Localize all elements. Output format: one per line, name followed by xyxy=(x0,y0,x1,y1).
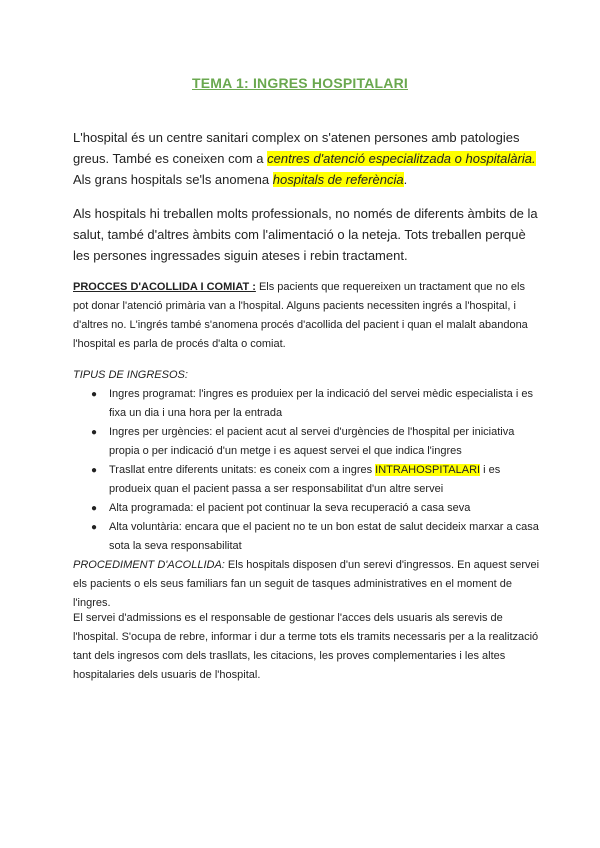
list-item xyxy=(91,385,543,423)
tipus-heading: TIPUS DE INGRESOS: xyxy=(73,369,188,381)
acollida-paragraph xyxy=(73,278,543,354)
list-item-text: Alta programada: el pacient pot continuar la seva recuperació a casa seva xyxy=(109,502,471,514)
list-item-text: i es produeix quan el pacient passa a ser responsabilitat d'un altre servei xyxy=(109,464,501,495)
procediment-text: Els hospitals disposen d'un serevi d'ingressos. En aquest servei els pacients o els seus familiars fan un seguit de tasques administratives en el moment de l'ingres. xyxy=(73,559,540,609)
list-item-text: Trasllat entre diferents unitats: es coneix com a ingres xyxy=(109,464,376,476)
bullet-icon: ● xyxy=(91,427,98,438)
bullet-icon: ● xyxy=(91,389,98,400)
procediment-heading: PROCEDIMENT D'ACOLLIDA: xyxy=(73,559,225,571)
bullet-icon: ● xyxy=(91,522,98,533)
list-item xyxy=(91,423,543,461)
list-item xyxy=(91,518,543,556)
bullet-icon: ● xyxy=(91,503,98,514)
procediment-paragraph xyxy=(73,556,543,613)
intro-text: L'hospital és un centre sanitari complex on s'atenen persones amb patologies greus. També es coneixen com a xyxy=(73,130,520,166)
bullet-icon: ● xyxy=(91,465,98,476)
list-item xyxy=(91,461,543,499)
page-title: TEMA 1: INGRES HOSPITALARI xyxy=(192,75,408,91)
highlight-intrahospitalari: INTRAHOSPITALARI xyxy=(375,464,481,476)
admissions-paragraph: El servei d'admissions es el responsable de gestionar l'acces dels usuaris als serevis de l'hospital. S'ocupa de rebre, informar i dur a terme tots els tramits necessaris per a la realització tant dels ingresos com dels trasllats, les citacions, les proves complementaries i les altes hospitalaries dels usuaris de l'hospital. xyxy=(73,612,539,681)
list-item-text: Alta voluntària: encara que el pacient no te un bon estat de salut decideix marxar a casa sota la seva responsabilitat xyxy=(109,521,539,552)
highlight-hospitals-referencia: hospitals de referència xyxy=(272,172,404,187)
tipus-list xyxy=(73,385,543,556)
list-item xyxy=(91,499,543,518)
list-item-text: Ingres programat: l'ingres es produiex per la indicació del servei mèdic especialista i es fixa un dia i una hora per la entrada xyxy=(109,388,533,419)
highlight-centres: centres d'atenció especialitzada o hospitalària. xyxy=(267,151,536,166)
acollida-heading: PROCCES D'ACOLLIDA I COMIAT : xyxy=(73,281,256,293)
intro-paragraph xyxy=(73,127,543,190)
intro-text-end: . xyxy=(403,172,408,187)
tipus-section xyxy=(73,366,543,556)
acollida-text: Els pacients que requereixen un tractament que no els pot donar l'atenció primària van a l'hospital. Alguns pacients necessiten ingrés a l'hospital, i d'altres no. L'ingrés també s'anomena procés d'acollida del pacient i quan el malalt abandona l'hospital es parla de procés d'alta o comiat. xyxy=(73,281,528,350)
intro-text-between: Als grans hospitals se'ls anomena xyxy=(73,172,273,187)
professionals-paragraph: Als hospitals hi treballen molts professionals, no només de diferents àmbits de la salut, també d'altres àmbits com l'alimentació o la neteja. Tots treballen perquè les persones ingressades siguin ateses i rebin tractament. xyxy=(73,206,538,263)
list-item-text: Ingres per urgències: el pacient acut al servei d'urgències de l'hospital per iniciativa propia o per indicació d'un metge i es aquest servei el que indica l'ingres xyxy=(109,426,515,457)
